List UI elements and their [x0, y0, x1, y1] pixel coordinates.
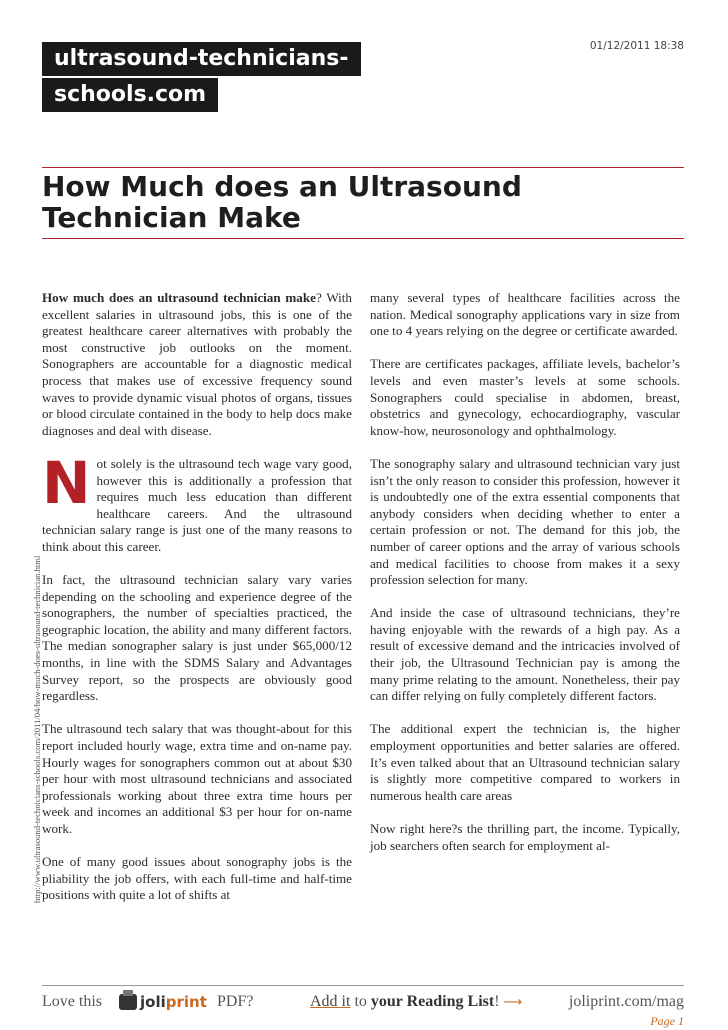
- paragraph: [42, 290, 352, 439]
- printer-icon: [119, 994, 137, 1010]
- joliprint-wordmark: joliprint: [140, 993, 207, 1011]
- arrow-icon: ⟶: [503, 995, 523, 1010]
- drop-cap: N: [42, 448, 91, 517]
- paragraph-text: ot solely is the ultrasound tech wage vary good, however this is additionally a profession that requires much less education than different healthcare careers. And the ultrasound technician salary range is just one of the many reasons to think about this career.: [42, 455, 352, 554]
- footer-rule: [42, 985, 684, 986]
- article-column-right: [370, 290, 680, 854]
- article-column-left: [42, 290, 352, 904]
- site-brand[interactable]: [42, 42, 361, 112]
- timestamp: 01/12/2011 18:38: [589, 40, 684, 52]
- brand-line-1: ultrasound-technicians-: [42, 42, 361, 76]
- paragraph: The sonography salary and ultrasound technician vary just isn’t the only reason to consider this profession, however it is undoubtedly one of the extra essential components that anybody considers when deciding whether to enter a certain profession or not. The demand for this job, the number of career options and the array of various schools and medical facilities to choose from makes it a sexy profession selection for many.: [370, 455, 680, 588]
- paragraph: There are certificates packages, affiliate levels, bachelor’s levels and even master’s levels at some schools. Sonographers could specialise in abdomen, breast, obstetrics and gynecology, echocardiography, vascular know-how, neurosonology and ophthalmology.: [370, 356, 680, 438]
- paragraph-text: ? With excellent salaries in ultrasound jobs, this is one of the greatest healthcare career alternatives with probably the most constructive job outlooks on the moment. Sonographers are accountable for a diagnostic medical process that makes use of excessive frequency sound waves to provide dynamic visual photos of organs, tissues or blood circulate contained in the body to help docs make diagnoses and deal with disease.: [42, 290, 352, 438]
- add-it-link[interactable]: Add it: [310, 993, 351, 1010]
- paragraph: One of many good issues about sonography jobs is the pliability the job offers, with each full-time and half-time positions with quite a lot of shifts at: [42, 854, 352, 903]
- footer: [42, 993, 684, 1015]
- paragraph-dropcap: [42, 448, 352, 556]
- add-to-reading-list[interactable]: Add it to your Reading List! ⟶: [310, 993, 523, 1010]
- paragraph: many several types of healthcare facilities across the nation. Medical sonography applications vary in size from one to 4 years relying on the degree or certificate awarded.: [370, 290, 680, 339]
- reading-list-label: your Reading List: [370, 993, 495, 1010]
- paragraph: The additional expert the technician is, the higher employment opportunities and better salaries are offered. It’s even talked about that an Ultrasound technician salary is slightly more competitive compared to workers in numerous health care areas: [370, 721, 680, 803]
- paragraph: And inside the case of ultrasound technicians, they’re having enjoyable with the rewards of a high pay. As a result of excessive demand and the intricacies involved of their job, the Ultrasound Technician pay is among the many prime relating to the amount. Nonetheless, their pay can differ relying on fully completely different factors.: [370, 605, 680, 704]
- love-this-label: Love this: [42, 993, 102, 1010]
- joliprint-site-link[interactable]: joliprint.com/mag: [568, 993, 684, 1010]
- vertical-source-url: http://www.ultrasound-technicians-schools.com/2011/04/how-much-does-ultrasound-technician.html: [32, 555, 42, 903]
- title-rule-top: [42, 167, 684, 168]
- paragraph: Now right here?s the thrilling part, the income. Typically, job searchers often search for employment al-: [370, 821, 680, 853]
- joliprint-logo[interactable]: [119, 993, 207, 1011]
- lead-question: How much does an ultrasound technician make: [42, 290, 316, 305]
- paragraph: In fact, the ultrasound technician salary vary varies depending on the schooling and experience degree of the sonographers, the number of specialties practiced, the geographic location, the ability and many different factors. The median sonographer salary is just under $65,000/12 months, in line with the SDMS Salary and Advantages Survey report, so the prospects are obviously good regardless.: [42, 572, 352, 704]
- pdf-label: PDF?: [217, 993, 254, 1010]
- article-title: How Much does an Ultrasound Technician Make: [42, 170, 522, 234]
- page-number: Page 1: [650, 1014, 684, 1028]
- brand-line-2: schools.com: [42, 78, 218, 112]
- title-rule-bottom: [42, 238, 684, 239]
- paragraph: The ultrasound tech salary that was thought-about for this report included hourly wage, extra time and on-name pay. Hourly wages for sonographers common out at about $30 per hour with most ultrasound technicians and associated professionals working about three extra time hours per week and incomes an additional $3 per hour for on-name work.: [42, 721, 352, 836]
